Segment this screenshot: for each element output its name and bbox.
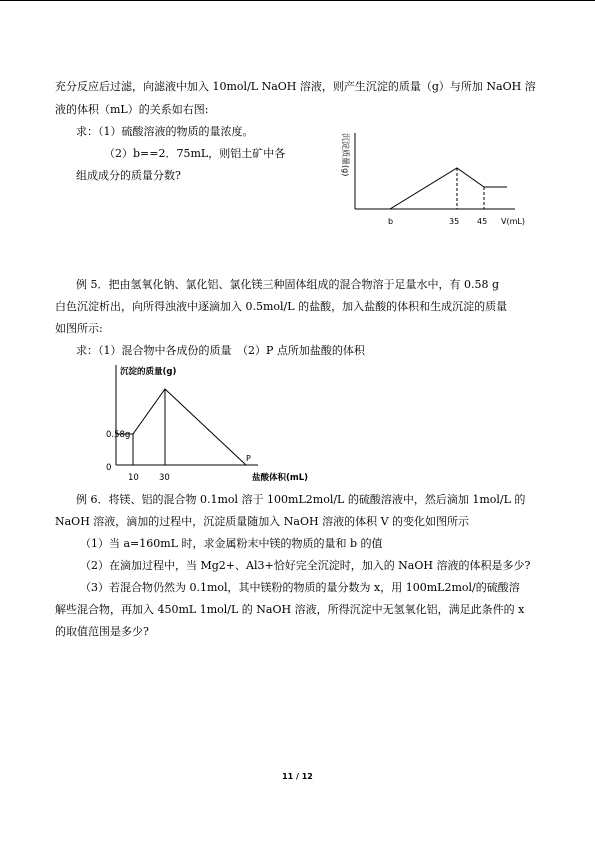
ex6-question3-line2: 解些混合物，再加入 450mL 1mol/L 的 NaOH 溶液，所得沉淀中无氢氧化铝，满足此条件的 x: [55, 603, 525, 616]
ex6-line2: NaOH 溶液，滴加的过程中，沉淀质量随加入 NaOH 溶液的体积 V 的变化如图所示: [55, 515, 470, 528]
chart2-xlabel: 盐酸体积(mL): [252, 473, 309, 483]
ex5-question: 求：（1）混合物中各成份的质量 （2）P 点所加盐酸的体积: [76, 344, 365, 357]
ex6-question2: （2）在滴加过程中，当 Mg2+、Al3+恰好完全沉淀时，加入的 NaOH 溶液的体积是多少?: [80, 559, 531, 572]
p1-question1: 求：（1）硫酸溶液的物质的量浓度。: [76, 125, 254, 138]
top-rule: [0, 0, 595, 1]
chart2-label-058: 0.58g: [106, 430, 131, 440]
chart1-tick-35: 35: [449, 217, 460, 226]
chart2-origin: 0: [106, 463, 112, 473]
ex6-question3-line1: （3）若混合物仍然为 0.1mol，其中镁粉的物质的量分数为 x，用 100mL2mol/的硫酸溶: [80, 581, 520, 594]
page-number: 11 / 12: [282, 772, 313, 781]
ex5-line3: 如图所示:: [55, 322, 103, 335]
chart1-ylabel: 沉淀质量(g): [341, 133, 350, 177]
p1-line2: 液的体积（mL）的关系如右图:: [55, 103, 209, 116]
ex6-question3-line3: 的取值范围是多少?: [55, 625, 149, 638]
chart2-point-p: P: [246, 454, 251, 463]
precipitate-chart-2: [100, 362, 330, 487]
ex5-line2: 白色沉淀析出，向所得浊液中逐滴加入 0.5mol/L 的盐酸，加入盐酸的体积和生成沉淀的质量: [55, 300, 508, 313]
chart2-tick-30: 30: [159, 473, 170, 483]
chart1-tick-45: 45: [477, 217, 488, 226]
chart1-xlabel: V(mL): [501, 217, 525, 226]
ex6-question1: （1）当 a=160mL 时，求金属粉末中镁的物质的量和 b 的值: [80, 537, 383, 550]
ex6-line1: 例 6．将镁、铝的混合物 0.1mol 溶于 100mL2mol/L 的硫酸溶液中，然后滴加 1mol/L 的: [76, 493, 526, 506]
p1-question2: （2）b==2．75mL，则铝土矿中各: [104, 147, 286, 160]
chart1-tick-b: b: [388, 217, 394, 226]
chart2-ylabel: 沉淀的质量(g): [120, 367, 177, 377]
chart2-tick-10: 10: [128, 473, 139, 483]
p1-line1: 充分反应后过滤，向滤液中加入 10mol/L NaOH 溶液，则产生沉淀的质量（g）与所加 NaOH 溶: [55, 80, 536, 93]
chart2-curve: [116, 389, 246, 465]
precipitate-chart-1: [335, 125, 540, 233]
ex5-line1: 例 5．把由氢氧化钠、氯化铝、氯化镁三种固体组成的混合物溶于足量水中，有 0.58 g: [76, 278, 500, 291]
p1-question3: 组成成分的质量分数?: [76, 169, 181, 182]
